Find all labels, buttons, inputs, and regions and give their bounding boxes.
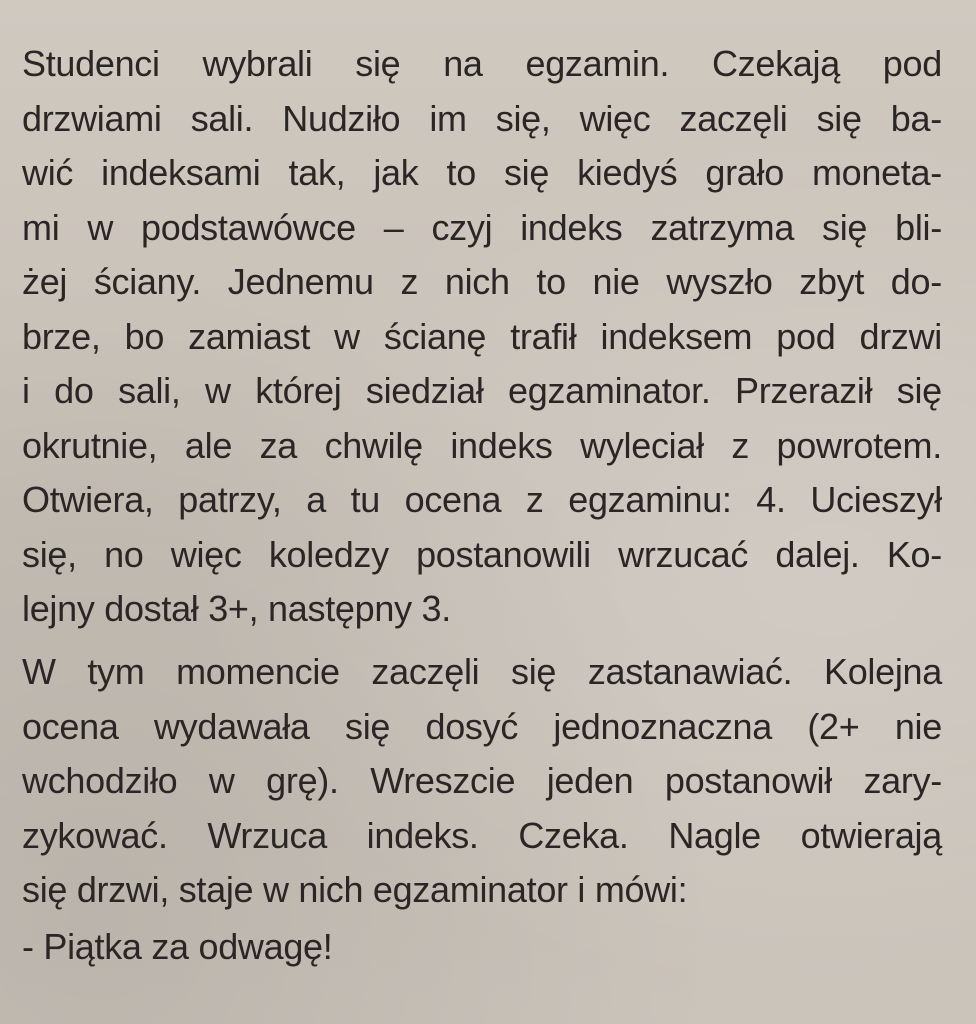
word: siedział	[365, 370, 484, 411]
word: Nudziło	[282, 97, 401, 139]
word: z	[525, 479, 544, 520]
text-line	[22, 255, 942, 310]
word: Otwiera,	[22, 479, 154, 520]
text-line	[22, 700, 942, 755]
word: zbyt	[799, 261, 865, 302]
word: się	[816, 97, 862, 139]
word: wchodziło	[22, 760, 178, 801]
word: 4.	[756, 479, 786, 520]
word: egzaminu:	[568, 479, 732, 520]
paragraph-1	[22, 37, 942, 637]
word: Ucieszył	[810, 479, 942, 520]
word: zatrzyma	[650, 206, 795, 248]
word: więc	[579, 97, 651, 139]
word: egzamin.	[525, 43, 670, 84]
word: indeks	[520, 206, 623, 248]
word: zary-	[863, 760, 942, 801]
text-line	[22, 528, 942, 583]
text-line-last: się drzwi, staje w nich egzaminator i mówi:	[22, 869, 688, 910]
word: ściany.	[93, 261, 202, 302]
word: do-	[890, 261, 942, 302]
word: sali,	[118, 370, 181, 411]
word: w	[208, 760, 235, 801]
word: momencie	[176, 651, 340, 692]
word: kiedyś	[577, 152, 678, 193]
word: wydawała	[153, 705, 310, 747]
word: podstawówce	[141, 206, 356, 248]
word: bli-	[895, 206, 942, 248]
word: jak	[373, 152, 419, 193]
word: ścianę	[383, 315, 487, 357]
text-line	[22, 754, 942, 809]
word: dalej.	[775, 533, 860, 575]
word: moneta-	[811, 152, 942, 193]
word: drzwiami	[22, 97, 162, 139]
text-line	[22, 201, 942, 256]
word: się	[822, 206, 868, 248]
word: Jednemu	[227, 261, 374, 302]
word: koledzy	[268, 533, 389, 575]
word: zastanawiać.	[587, 651, 793, 692]
word: pod	[882, 43, 942, 84]
word: okrutnie,	[22, 424, 158, 466]
word: Czeka.	[518, 814, 629, 856]
word: im	[429, 97, 467, 139]
word: nie	[894, 705, 942, 747]
word: na	[443, 43, 483, 84]
word: ale	[184, 424, 233, 466]
word: się	[896, 370, 942, 411]
word: a	[306, 479, 326, 520]
word: wrzucać	[618, 533, 749, 575]
word: sali.	[190, 97, 254, 139]
word: bo	[124, 315, 165, 357]
text-line-last: lejny dostał 3+, następny 3.	[22, 588, 451, 629]
word: indeks	[450, 424, 553, 466]
text-line	[22, 809, 942, 864]
word: dosyć	[425, 705, 519, 747]
word: indeks.	[366, 814, 479, 856]
word: Kolejna	[823, 651, 942, 692]
word: pod	[776, 315, 836, 357]
word: ocena	[404, 479, 502, 520]
word: ocena	[22, 705, 119, 747]
word: brze,	[22, 315, 101, 357]
paragraph-2	[22, 645, 942, 918]
word: czyj	[431, 206, 493, 248]
word: tak,	[288, 152, 346, 193]
word: się	[503, 152, 550, 193]
word: trafił	[510, 315, 577, 357]
word: jeden	[546, 760, 634, 801]
word: Wreszcie	[370, 760, 516, 801]
word: postanowił	[664, 760, 832, 801]
word: drzwi	[859, 315, 942, 357]
word: nich	[444, 261, 510, 302]
word: Studenci	[22, 43, 160, 84]
word: to	[536, 261, 566, 302]
word: i	[22, 370, 30, 411]
word: patrzy,	[178, 479, 282, 520]
word: Przeraził	[735, 370, 873, 411]
text-line	[22, 146, 942, 201]
word: ba-	[890, 97, 942, 139]
word: tym	[87, 651, 145, 692]
word: wyleciał	[580, 424, 704, 466]
word: żej	[22, 261, 68, 302]
word: chwilę	[324, 424, 423, 466]
word: tu	[350, 479, 380, 520]
word: zykować.	[22, 814, 168, 856]
word: się	[355, 43, 401, 84]
text-line	[22, 364, 942, 419]
word: (2+	[807, 705, 860, 747]
word: no	[104, 533, 144, 575]
word: Wrzuca	[207, 814, 327, 856]
word: indeksem	[600, 315, 753, 357]
word: nie	[592, 261, 640, 302]
word: z	[400, 261, 419, 302]
word: Nagle	[668, 814, 761, 856]
word: postanowili	[416, 533, 591, 575]
text-line	[22, 310, 942, 365]
word: do	[54, 370, 94, 411]
word: zaczęli	[679, 97, 788, 139]
word: Czekają	[711, 43, 840, 84]
word: wybrali	[202, 43, 313, 84]
word: –	[383, 206, 404, 248]
word: mi	[22, 206, 60, 248]
word: się,	[22, 533, 77, 575]
text-line	[22, 92, 942, 147]
word: więc	[170, 533, 242, 575]
word: zaczęli	[371, 651, 480, 692]
word: w	[87, 206, 114, 248]
word: Ko-	[886, 533, 942, 575]
word: z	[731, 424, 750, 466]
word: grę).	[266, 760, 339, 801]
text-line	[22, 645, 942, 700]
word: której	[255, 370, 342, 411]
word: to	[446, 152, 476, 193]
word: wić	[22, 152, 74, 193]
word: egzaminator.	[508, 370, 711, 411]
text-line	[22, 473, 942, 528]
word: indeksami	[101, 152, 261, 193]
word: otwierają	[800, 814, 942, 856]
word: grało	[705, 152, 784, 193]
word: w	[334, 315, 360, 357]
word: wyszło	[666, 261, 773, 302]
word: się,	[495, 97, 551, 139]
word: jednoznaczna	[553, 705, 772, 747]
word: się	[345, 705, 391, 747]
word: powrotem.	[776, 424, 942, 466]
text-line	[22, 37, 942, 92]
dialogue-text: - Piątka za odwagę!	[22, 926, 333, 967]
word: W	[22, 651, 56, 692]
word: w	[205, 370, 231, 411]
word: za	[259, 424, 298, 466]
dialogue-line	[22, 920, 332, 975]
word: zamiast	[188, 315, 311, 357]
word: się	[511, 651, 557, 692]
text-line	[22, 419, 942, 474]
